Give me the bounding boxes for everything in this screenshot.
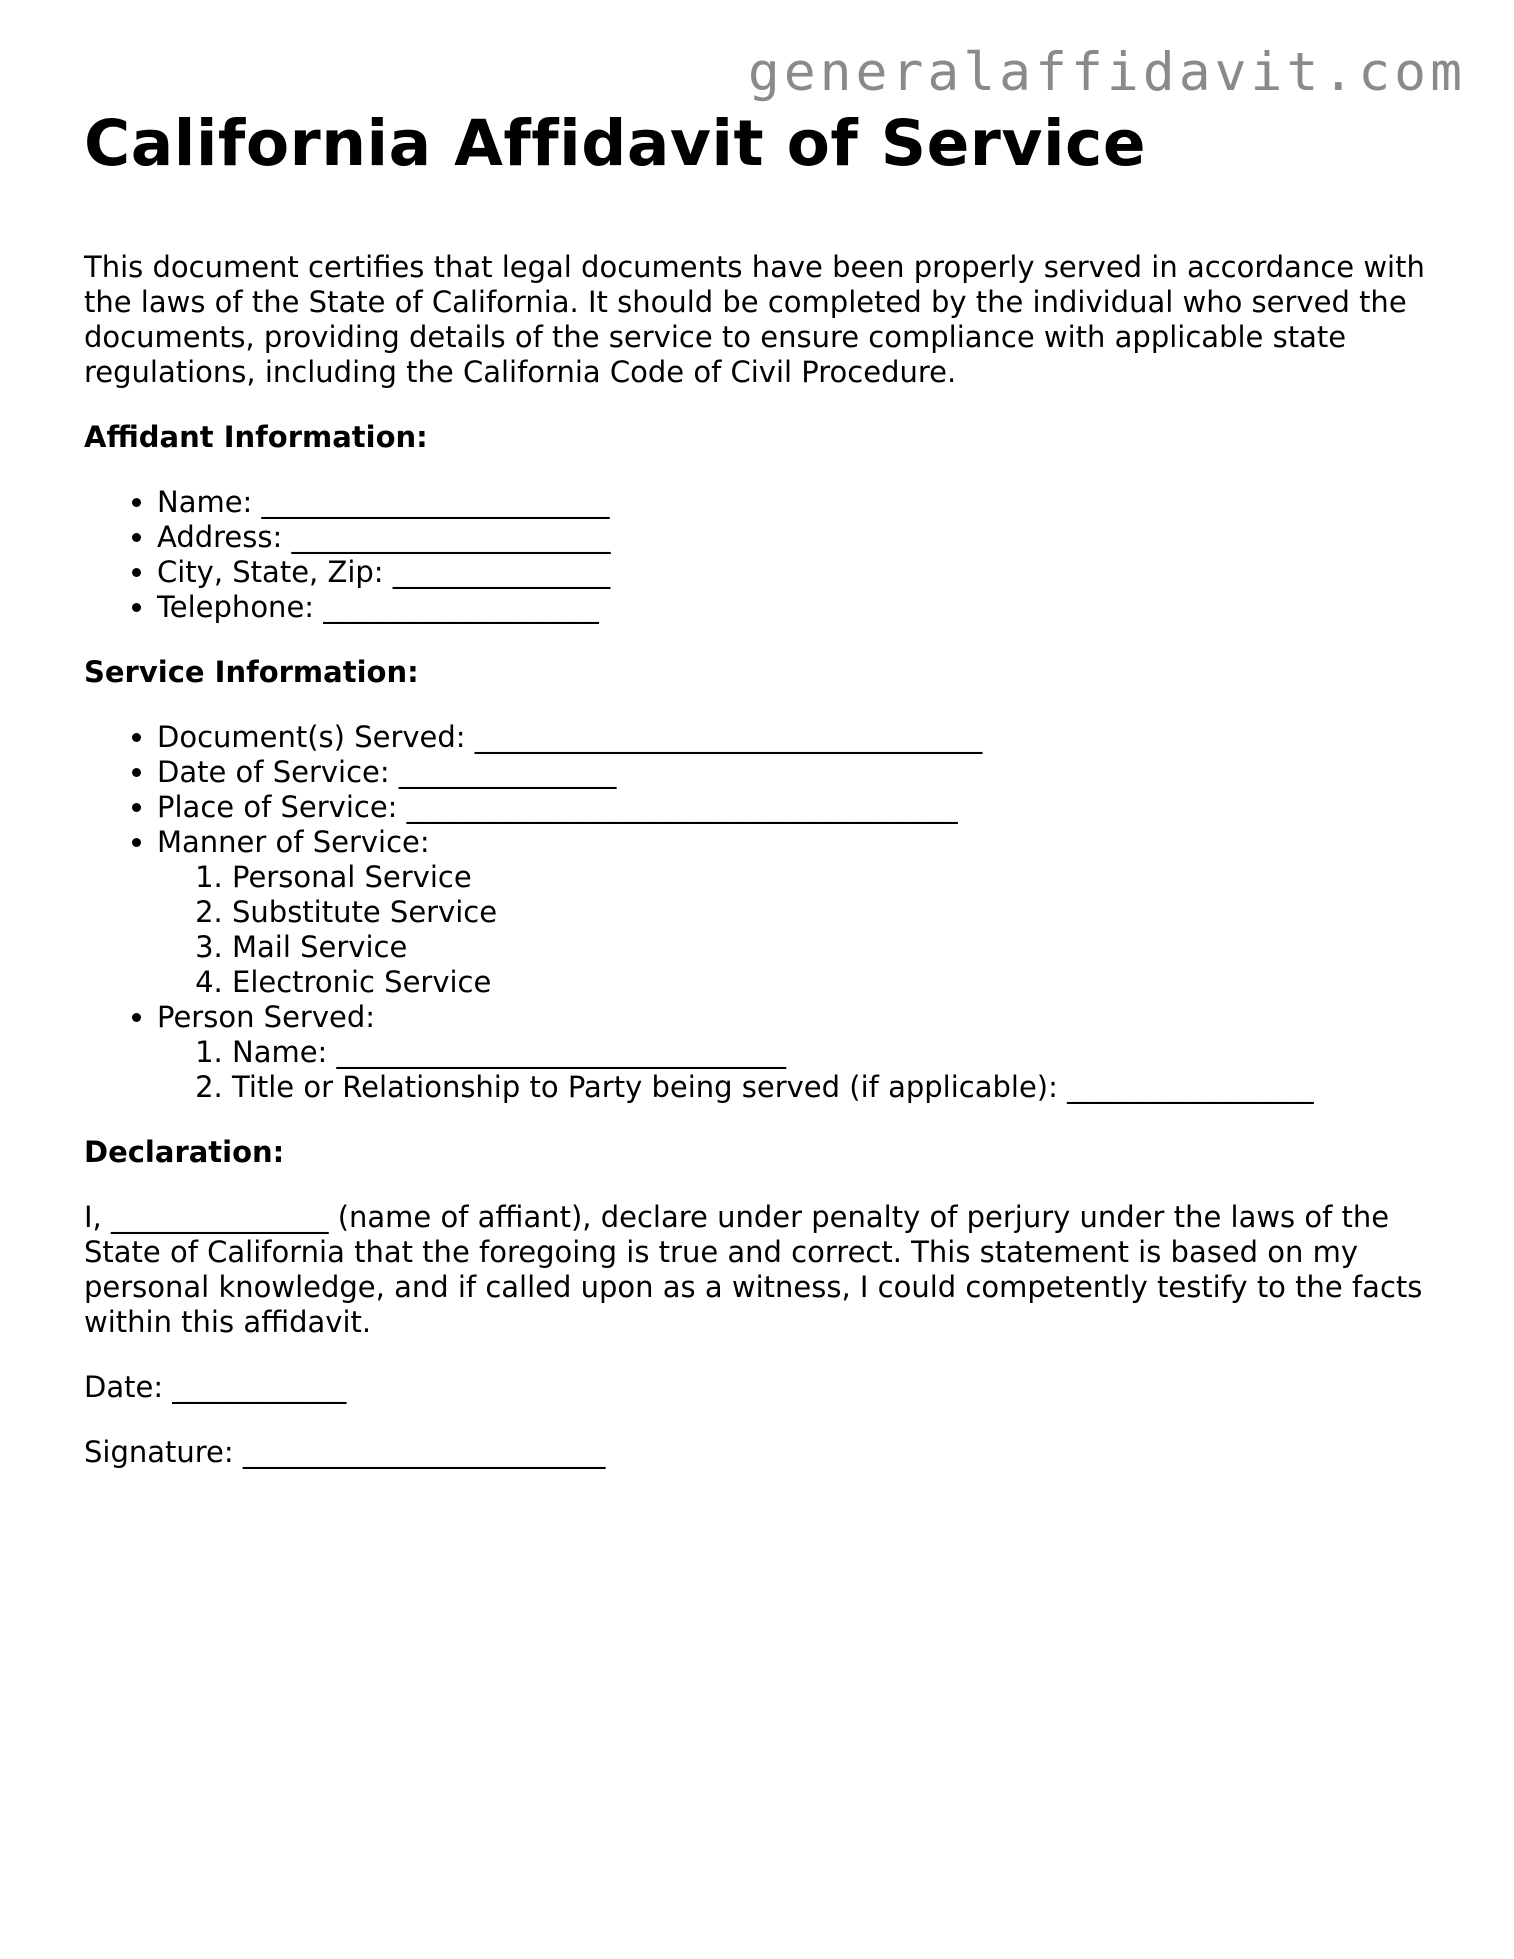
manner-of-service-item bbox=[157, 825, 1434, 1000]
service-heading: Service Information: bbox=[84, 655, 419, 690]
affiant-name-field[interactable]: • Name: ________________________ bbox=[157, 485, 1434, 520]
manner-options-list bbox=[157, 860, 1434, 1000]
affiant-city-state-zip-field[interactable]: • City, State, Zip: _______________ bbox=[157, 555, 1434, 590]
person-served-list bbox=[157, 1035, 1434, 1105]
person-served-item bbox=[157, 1000, 1434, 1105]
declaration-text: I, _______________ (name of affiant), declare under penalty of perjury under the laws of the State of California that the foregoing is true and correct. This statement is based on my personal knowledge, and if called upon as a witness, I could competently testify to the facts within this affidavit. bbox=[84, 1200, 1423, 1340]
affiant-telephone-field[interactable]: • Telephone: ___________________ bbox=[157, 590, 1434, 625]
person-served-name-field[interactable]: 1. Name: _______________________________ bbox=[232, 1035, 1434, 1070]
date-field[interactable]: Date: ____________ bbox=[84, 1370, 347, 1405]
manner-option-mail[interactable]: 3. Mail Service bbox=[232, 930, 1434, 965]
signature-field[interactable]: Signature: _________________________ bbox=[84, 1435, 606, 1470]
declaration-heading: Declaration: bbox=[84, 1135, 285, 1170]
manner-option-electronic[interactable]: 4. Electronic Service bbox=[232, 965, 1434, 1000]
manner-of-service-label: Manner of Service: bbox=[157, 825, 430, 860]
manner-option-personal[interactable]: 1. Personal Service bbox=[232, 860, 1434, 895]
service-list bbox=[84, 720, 1434, 1105]
document-title: California Affidavit of Service bbox=[84, 107, 1147, 180]
date-of-service-field[interactable]: • Date of Service: _______________ bbox=[157, 755, 1434, 790]
place-of-service-field[interactable]: • Place of Service: ______________________________________ bbox=[157, 790, 1434, 825]
affiant-list bbox=[84, 485, 1434, 625]
document-page bbox=[84, 108, 1434, 1470]
person-served-label: Person Served: bbox=[157, 1000, 376, 1035]
watermark: generalaffidavit.com bbox=[747, 42, 1466, 103]
person-served-title-field[interactable]: 2. Title or Relationship to Party being served (if applicable): _________________ bbox=[232, 1070, 1434, 1105]
documents-served-field[interactable]: • Document(s) Served: ___________________________________ bbox=[157, 720, 1434, 755]
affiant-address-field[interactable]: • Address: ______________________ bbox=[157, 520, 1434, 555]
affiant-heading: Affidant Information: bbox=[84, 420, 428, 455]
intro-paragraph: This document certifies that legal documents have been properly served in accordance with the laws of the State of California. It should be completed by the individual who served the documents, providing details of the service to ensure compliance with applicable state regulations, including the California Code of Civil Procedure. bbox=[84, 250, 1425, 390]
manner-option-substitute[interactable]: 2. Substitute Service bbox=[232, 895, 1434, 930]
